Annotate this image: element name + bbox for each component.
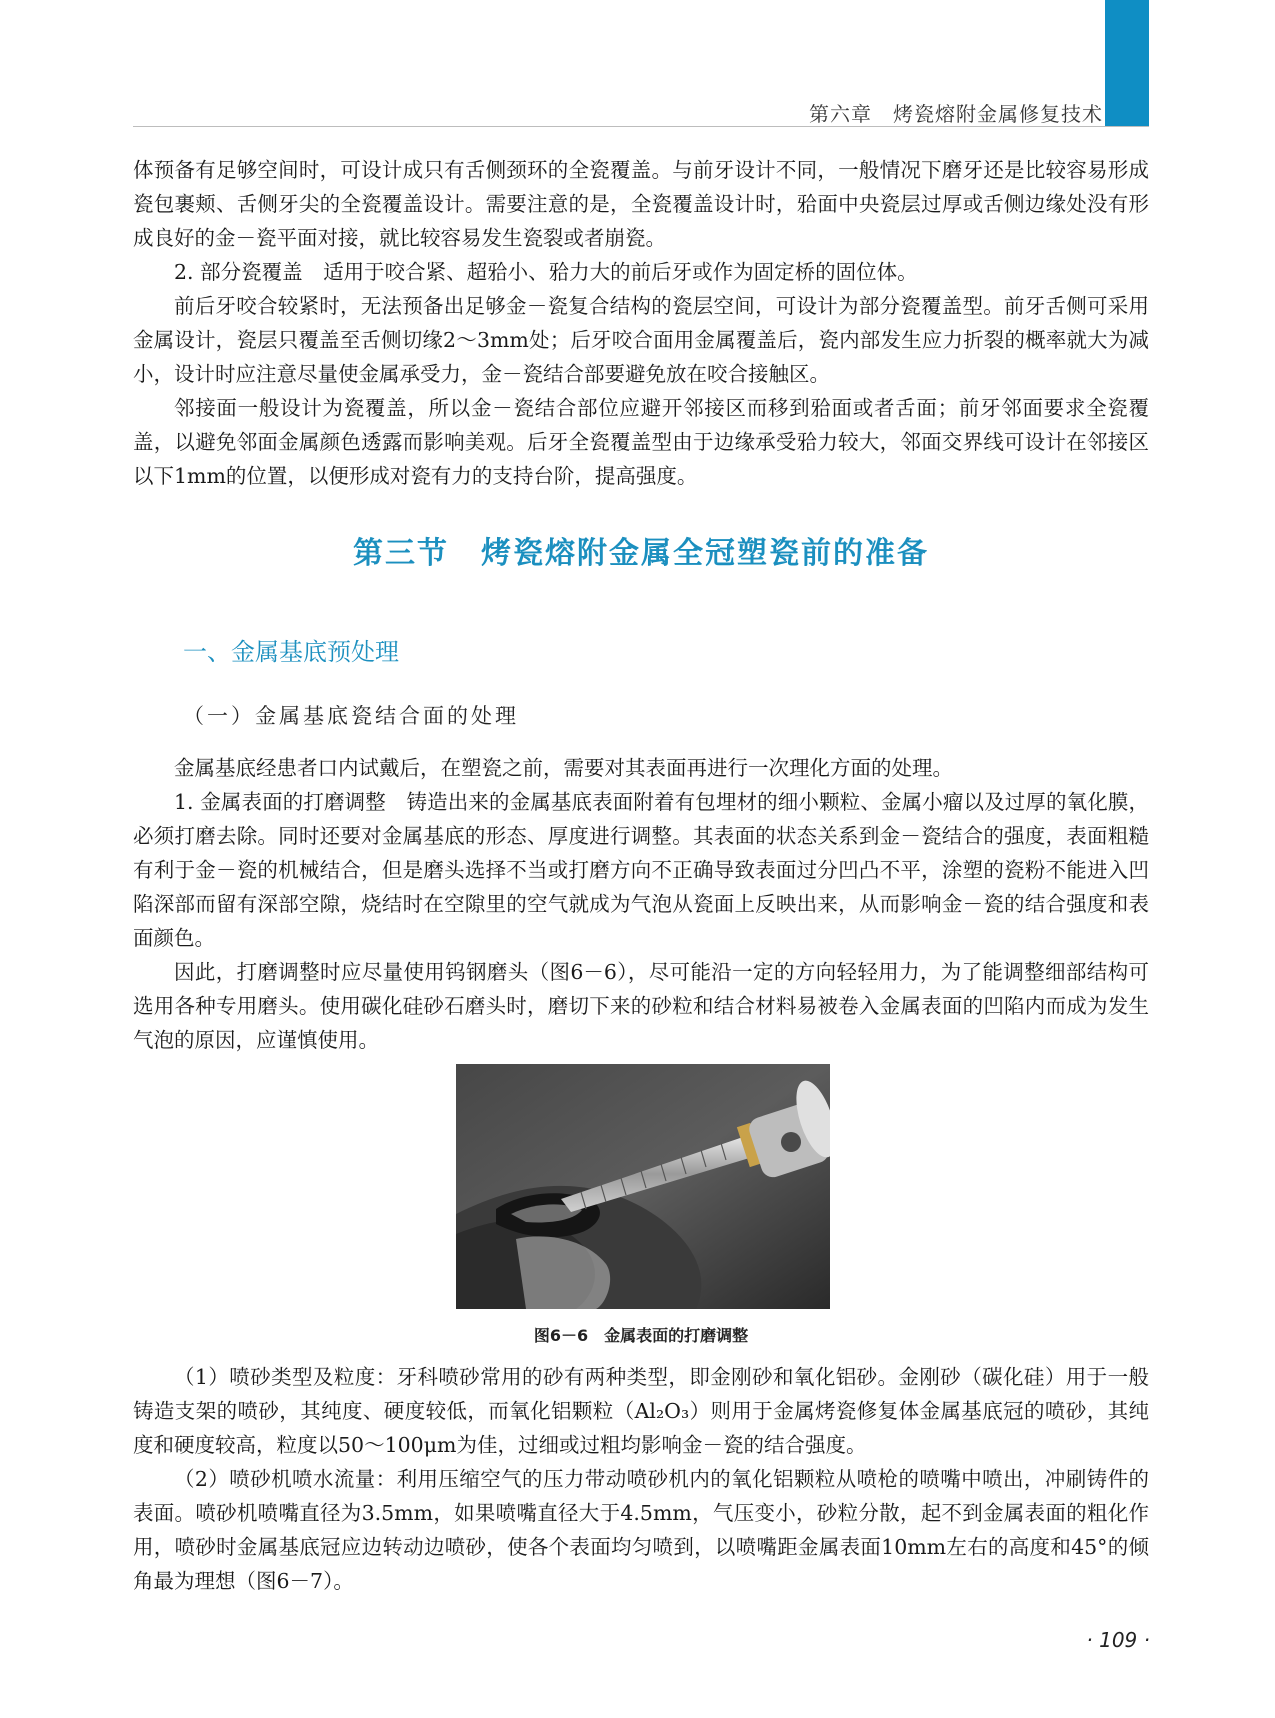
paragraph: （2）喷砂机喷水流量：利用压缩空气的压力带动喷砂机内的氧化铝颗粒从喷枪的喷嘴中喷出，冲刷铸件的表面。喷砂机喷嘴直径为3.5mm，如果喷嘴直径大于4.5mm，气压变小，砂粒分散，起不到金属表面的粗化作用，喷砂时金属基底冠应边转动边喷砂，使各个表面均匀喷到，以喷嘴距金属表面10mm左右的高度和45°的倾角最为理想（图6－7）。	[133, 1467, 1149, 1593]
paragraph: （1）喷砂类型及粒度：牙科喷砂常用的砂有两种类型，即金刚砂和氧化铝砂。金刚砂（碳化硅）用于一般铸造支架的喷砂，其纯度、硬度较低，而氧化铝颗粒（Al₂O₃）则用于金属烤瓷修复体金属基底冠的喷砂，其纯度和硬度较高，粒度以50～100μm为佳，过细或过粗均影响金－瓷的结合强度。	[133, 1365, 1149, 1457]
middle-text-block	[133, 751, 1149, 1057]
paragraph: 体预备有足够空间时，可设计成只有舌侧颈环的全瓷覆盖。与前牙设计不同，一般情况下磨牙还是比较容易形成瓷包裹颊、舌侧牙尖的全瓷覆盖设计。需要注意的是，全瓷覆盖设计时，𬌗面中央瓷层过厚或舌侧边缘处没有形成良好的金－瓷平面对接，就比较容易发生瓷裂或者崩瓷。	[133, 158, 1149, 250]
section-title: 第三节 烤瓷熔附金属全冠塑瓷前的准备	[353, 536, 929, 571]
paragraph: 2. 部分瓷覆盖 适用于咬合紧、超𬌗小、𬌗力大的前后牙或作为固定桥的固位体。	[174, 260, 918, 284]
paragraph: 前后牙咬合较紧时，无法预备出足够金－瓷复合结构的瓷层空间，可设计为部分瓷覆盖型。前牙舌侧可采用金属设计，瓷层只覆盖至舌侧切缘2～3mm处；后牙咬合面用金属覆盖后，瓷内部发生应力折裂的概率就大为减小，设计时应注意尽量使金属承受力，金－瓷结合部要避免放在咬合接触区。	[133, 294, 1149, 386]
header-divider	[133, 126, 1149, 127]
paragraph: 邻接面一般设计为瓷覆盖，所以金－瓷结合部位应避开邻接区而移到𬌗面或者舌面；前牙邻面要求全瓷覆盖，以避免邻面金属颜色透露而影响美观。后牙全瓷覆盖型由于边缘承受𬌗力较大，邻面交界线可设计在邻接区以下1mm的位置，以便形成对瓷有力的支持台阶，提高强度。	[133, 396, 1149, 488]
paragraph: 金属基底经患者口内试戴后，在塑瓷之前，需要对其表面再进行一次理化方面的处理。	[174, 756, 953, 780]
page-number: · 109 ·	[1086, 1628, 1150, 1652]
heading-level-1: 一、金属基底预处理	[183, 638, 399, 666]
figure-photo-grinding-bur	[456, 1064, 830, 1309]
top-text-block	[133, 153, 1149, 493]
heading-level-2: （一）金属基底瓷结合面的处理	[183, 704, 519, 728]
figure-caption: 图6－6 金属表面的打磨调整	[533, 1326, 749, 1345]
photo-illustration	[456, 1064, 830, 1309]
paragraph: 1. 金属表面的打磨调整 铸造出来的金属基底表面附着有包埋材的细小颗粒、金属小瘤以及过厚的氧化膜，必须打磨去除。同时还要对金属基底的形态、厚度进行调整。其表面的状态关系到金－瓷结合的强度，表面粗糙有利于金－瓷的机械结合，但是磨头选择不当或打磨方向不正确导致表面过分凹凸不平，涂塑的瓷粉不能进入凹陷深部而留有深部空隙，烧结时在空隙里的空气就成为气泡从瓷面上反映出来，从而影响金－瓷的结合强度和表面颜色。	[133, 790, 1149, 950]
bottom-text-block	[133, 1360, 1149, 1598]
chapter-tab-marker	[1105, 0, 1149, 127]
paragraph: 因此，打磨调整时应尽量使用钨钢磨头（图6－6），尽可能沿一定的方向轻轻用力，为了能调整细部结构可选用各种专用磨头。使用碳化硅砂石磨头时，磨切下来的砂粒和结合材料易被卷入金属表面的凹陷内而成为发生气泡的原因，应谨慎使用。	[133, 960, 1149, 1052]
running-head: 第六章 烤瓷熔附金属修复技术	[809, 102, 1103, 126]
